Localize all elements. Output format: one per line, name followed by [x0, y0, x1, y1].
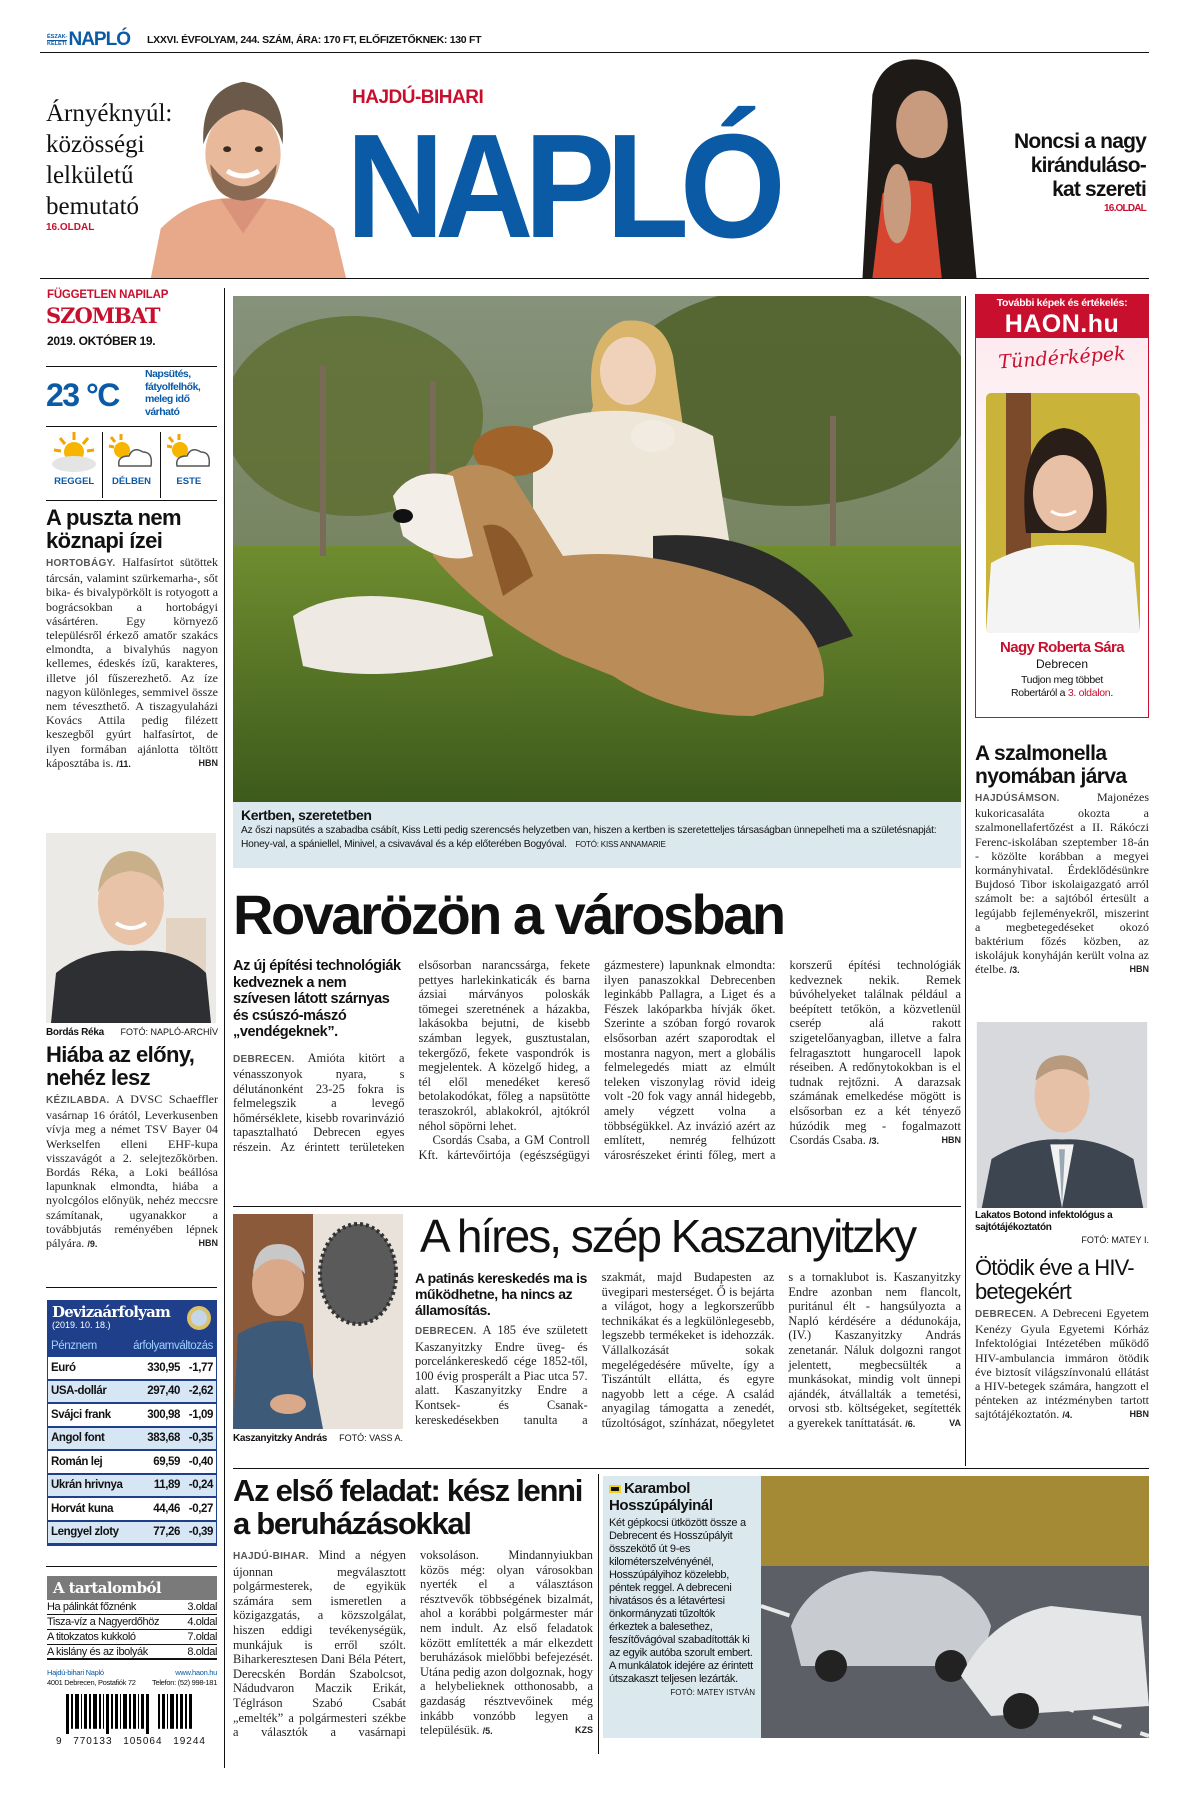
fx-row [48, 1428, 216, 1452]
fx-rate: 383,68 [147, 1432, 180, 1445]
rule [46, 500, 217, 501]
toc-item[interactable] [47, 1645, 217, 1660]
fx-change: -0,35 [188, 1432, 213, 1445]
fx-change: -0,40 [188, 1455, 213, 1468]
fx-change: -0,27 [188, 1502, 213, 1515]
weather-period-label: REGGEL [54, 476, 95, 487]
article-lead: A patinás kereskedés ma is működhetne, ha nincs az államosítás. [415, 1270, 587, 1318]
woman-with-dogs-image [233, 296, 961, 802]
article-body [975, 1306, 1149, 1423]
article-body [46, 555, 218, 771]
rule [233, 1206, 961, 1207]
article-kicker: HAJDÚ-BIHAR. [233, 1551, 309, 1562]
masthead-region: HAJDÚ-BIHARI [352, 87, 484, 108]
lead-photo-caption [233, 802, 961, 868]
fx-header [48, 1301, 216, 1337]
mini-logo[interactable] [47, 30, 130, 50]
article-body [233, 1548, 593, 1740]
article-text: A DVSC Schaeffler vasárnap 16 órától, Leverkusenben vívja meg a német TSV Bayer 04 Werkselfen elleni EHF-kupa visszavágót a 2. selejtezőkörben. Bordás Réka, a Loki beállósa lapunknak elmondta, hiába a nyolcgólos előnyük, nehéz meccsre számítanak, ugyanakkor a továbbjutás reményében lépnek pályára. [46, 1092, 218, 1251]
weather-period-evening [161, 432, 217, 498]
rule [233, 1468, 1149, 1469]
author-sign: HBN [198, 1238, 218, 1249]
toc-item-page: 8.oldal [187, 1646, 217, 1658]
article-kicker: HORTOBÁGY. [46, 558, 116, 569]
page-reference: /4. [1062, 1410, 1073, 1421]
caption-text [241, 824, 953, 852]
fx-table [47, 1300, 217, 1546]
barcode-digit-group: 9 [56, 1736, 63, 1747]
article-lead: Az új építési technológiák kedveznek a nem szívesen látott szárnyas és csúszó-mászó „vendégeknek”. [233, 958, 401, 1040]
page-reference: /6. [905, 1418, 916, 1429]
fx-col-rate: árfolyam [133, 1340, 174, 1352]
teaser-right[interactable] [1014, 130, 1146, 216]
table-of-contents [47, 1576, 217, 1660]
masthead-title[interactable]: NAPLÓ [346, 104, 777, 269]
website-link[interactable]: www.haon.hu [175, 1668, 217, 1677]
toc-item[interactable] [47, 1615, 217, 1630]
fx-rate: 297,40 [147, 1385, 180, 1398]
haon-portrait[interactable] [986, 393, 1140, 633]
person-name: Nagy Roberta Sára [999, 639, 1125, 656]
fx-rate: 44,46 [153, 1502, 180, 1515]
article-puszta[interactable] [46, 506, 218, 771]
page-reference: /9. [87, 1239, 98, 1250]
masthead-bottom-rule [40, 278, 1149, 279]
fx-currency: Euró [51, 1361, 76, 1374]
hiv-photo[interactable] [975, 1022, 1149, 1208]
karambol-headline [609, 1480, 755, 1514]
article-text: Halfasírtot sütöttek tárcsán, valamint szürkemarha-, sőt bika- és bivalypörkölt is rotyogott a bográcsokban a hortobágyi vásártéren. Egy környező településről érkező amatőr szakács elmondta, a bivalyhús nagyon kellemes, édeskés ízű, karakteres, illetve jól fűszerezhető. Az íze nagyon különleges, semmivel össze nem téveszthető. A tiszagyulaházi Kovács Attila pedig filézett keszegből gyúrt halfasírtot, de ilyen formában ajánlotta töltött káposztába is. [46, 555, 218, 770]
haon-top-text: További képek és értékelés: [996, 297, 1128, 309]
fx-col-change: változás [174, 1340, 213, 1352]
caption-credit: FOTÓ: MATEY I. [1081, 1235, 1149, 1245]
article-body [46, 1092, 218, 1251]
article-headline: A puszta nem köznapi ízei [46, 505, 182, 553]
sun-behind-cloud-icon [48, 432, 100, 472]
article-kicker: DEBRECEN. [975, 1309, 1037, 1320]
kaszanyitzky-caption [233, 1432, 403, 1445]
publisher-address: 4001 Debrecen, Postafiók 72 [47, 1678, 136, 1687]
haon-site: HAON.hu [1004, 310, 1120, 338]
karambol-title: Karambol Hosszúpályinál [609, 1480, 713, 1514]
rule [46, 426, 217, 427]
fx-row [48, 1498, 216, 1522]
haon-person [976, 639, 1148, 700]
teaser-left-page: 16.OLDAL [46, 222, 95, 233]
toc-item-page: 7.oldal [187, 1631, 217, 1643]
top-rule [40, 52, 1149, 53]
page-reference: /11. [116, 758, 131, 769]
article-text: A Debreceni Egyetem Kenézy Gyula Egyetemi Kórház Infektológiai Intézetében működő HIV-ambulancia immáron ötödik éve biztosít világszínvonalú ellátást a HIV-betegek számára, hangzott el pénteken az intézményben tartott sajtótájékoztatón. [975, 1306, 1149, 1422]
sun-with-cloud-icon [105, 432, 157, 472]
article-kicker: KÉZILABDA. [46, 1095, 110, 1106]
haon-script: Tündérképek [997, 342, 1127, 374]
sun-with-cloud-icon [163, 432, 215, 472]
fx-row [48, 1451, 216, 1475]
weather-line: Napsütés, [145, 368, 191, 380]
weather-description [145, 368, 200, 418]
rule [46, 366, 217, 367]
kaszanyitzky-photo[interactable] [233, 1214, 403, 1429]
karambol-box[interactable] [603, 1476, 761, 1738]
caption-body: Az őszi napsütés a szabadba csábít, Kiss Letti pedig szerencsés helyzetben van, hiszen a kertben is szeretetteljes társaságban ünnepelheti ma a születésnapját: Honey-val, a spániellel, Minivel, a csivavával és a kép előterében Bogyóval. [241, 825, 937, 850]
day: SZOMBAT [46, 303, 160, 328]
toc-item-title: A kislány és az ibolyák [47, 1646, 148, 1658]
weather-period-noon [103, 432, 160, 498]
lead-photo[interactable] [233, 296, 961, 802]
fx-row [48, 1357, 216, 1381]
column-rule [598, 1474, 599, 1754]
issue-line: LXXVI. ÉVFOLYAM, 244. SZÁM, ÁRA: 170 FT, ELŐFIZETŐKNEK: 130 FT [147, 34, 482, 46]
fx-currency: Román lej [51, 1455, 103, 1468]
weather-line: fátyolfelhők, [145, 380, 201, 393]
haon-promo[interactable] [975, 294, 1149, 718]
fx-currency: Ukrán hrivnya [51, 1479, 123, 1492]
caption-name: Kaszanyitzky András [233, 1433, 327, 1444]
teaser-right-line: kat szereti [1052, 178, 1146, 201]
fx-rate: 330,95 [147, 1361, 180, 1374]
man-with-portrait-image [233, 1214, 403, 1429]
page-reference: /3. [1009, 965, 1020, 976]
author-sign: HBN [198, 757, 218, 768]
fx-row [48, 1475, 216, 1499]
coin-icon [186, 1305, 212, 1331]
author-sign: KZS [575, 1725, 593, 1736]
barcode-digit-group: 105064 [123, 1736, 163, 1747]
page-reference: /3. [869, 1136, 880, 1147]
page-reference: /5. [482, 1726, 493, 1737]
author-sign: HBN [1129, 964, 1149, 975]
tagline: FÜGGETLEN NAPILAP [47, 289, 169, 301]
karambol-credit: FOTÓ: MATEY ISTVÁN [670, 1688, 755, 1697]
fx-currency: Angol font [51, 1432, 105, 1445]
article-headline: Ötödik éve a HIV-betegekért [975, 1255, 1134, 1304]
teaser-left-line: közösségi [46, 131, 145, 158]
article-text: Majonézes kukoricasaláta okozta a szalmonellafertőzést a II. Rákóczi Ferenc-iskolában szeptember 18-án - közölte korábban a megyei kormányhivatal. Érdeklődésünkre Bujdosó Tibor iskolaigazgató arról számolt be: a sajtóból értesült a legújabb fejleményekről, miszerint a megbetegedéseket okozó baktérium főzés közben, az iskolájuk konyháján került volna az ételbe. [975, 790, 1149, 977]
doctor-portrait-image [975, 1022, 1149, 1208]
more-info-line: Tudjon meg többet [1020, 674, 1104, 686]
temperature: 23 °C [46, 377, 119, 413]
car-crash-image [761, 1476, 1149, 1738]
fx-currency: USA-dollár [51, 1385, 107, 1398]
caption-credit: FOTÓ: VASS A. [339, 1433, 403, 1443]
weather-line: várható [145, 405, 180, 418]
person-city: Debrecen [1035, 657, 1089, 671]
teaser-left-line: bemutató [46, 193, 140, 220]
barcode-digits [56, 1736, 206, 1748]
fx-rate: 11,89 [153, 1479, 180, 1492]
article-rovar-headline[interactable]: Rovarözön a városban [233, 883, 784, 946]
column-rule [965, 296, 966, 1466]
fx-currency: Lengyel zloty [51, 1526, 119, 1539]
caption-name: Bordás Réka [46, 1027, 104, 1038]
mini-logo-top: ÉSZAK- [47, 33, 68, 40]
article-text: A 185 éve született Kaszanyitzky Endre üveg- és porcelánkereskedő cége 1852-től, 100 évig prosperált a Piac utca 57. alatt. Kaszanyitzky Endre a Kontsek- és Csanak-kereskedésekben tanulta a szakmát, majd Budapesten az üvegipari mesterséget. Ő is bejárta a világot, hogy a legkorszerűbb technikákat és a legkülönlegesebb, legszebb termékeket is idehozzák. Vállalkozását sokak megelégedésére művelte, így a Tiszántúlt ellátta, és egyre nagyobb lett a cége. A család anyagilag támogatta a zenedét, tűzoltóságot, színházat, nőegyletet s a tornaklubot is. Kaszanyitzky Endre azonban nem flancolt, puritánul élt - hangsúlyozta a Napló kérdésére a dédunokája, (IV.) Kaszanyitzky András zenetanár. Náluk dolgozni rangot jelentett, megbecsülték a munkásokat, mindig volt ünnepi ajándék, átvállalták a temetési, orvosi stb. költségeket, segítették a gyerekek taníttatását. [415, 1270, 961, 1430]
weather-period-label: DÉLBEN [111, 476, 152, 487]
article-kicker: DEBRECEN. [233, 1053, 295, 1065]
barcode-digit-group: 19244 [173, 1736, 206, 1747]
author-sign: HBN [941, 1135, 961, 1146]
mini-logo-word: NAPLÓ [68, 29, 130, 50]
toc-item-title: Ha pálinkát főznénk [47, 1601, 137, 1613]
bullet-icon [609, 1485, 621, 1493]
publisher-phone: Telefon: (52) 998-181 [152, 1678, 217, 1687]
more-info-line [976, 687, 1148, 700]
date: 2019. OKTÓBER 19. [47, 334, 156, 348]
fx-change: -0,24 [188, 1479, 213, 1492]
caption-title: Kertben, szeretetben [241, 807, 372, 823]
fx-currency: Svájci frank [51, 1408, 111, 1421]
article-kicker: DEBRECEN. [415, 1326, 477, 1337]
hiv-caption [975, 1210, 1149, 1246]
publisher-name: Hajdú-bihari Napló [47, 1668, 104, 1677]
toc-item-title: Tisza-víz a Nagyerdőhöz [47, 1616, 160, 1628]
crash-photo[interactable] [761, 1476, 1149, 1738]
rule [46, 1566, 217, 1567]
teaser-right-line: Noncsi a nagy [1014, 130, 1146, 153]
girl-portrait-image [986, 393, 1140, 633]
article-szalmonella[interactable] [975, 742, 1149, 978]
weather-forecast [46, 432, 217, 498]
article-kicker: HAJDÚSÁMSON. [975, 793, 1060, 804]
rule [46, 1287, 217, 1288]
haon-banner [976, 295, 1148, 338]
karambol-body: Két gépkocsi ütközött össze a Debrecent és Hosszúpályit összekötő út 9-es kilométerszelvényénél, Hosszúpályihoz közelebb, péntek reggel. A debreceni hivatásos és a létavértesi önkormányzati tűzoltók érkeztek a balesethez, feszítővágóval szabadították ki az egyik autóba szorult embert. A munkálatok idejére az érintett útszakaszt teljesen lezárták. [609, 1517, 753, 1685]
author-sign: HBN [1129, 1409, 1149, 1420]
fx-column-headers [48, 1337, 216, 1357]
weather-period-label: ESTE [176, 476, 202, 487]
woman-athlete-image [46, 833, 216, 1023]
article-hiv[interactable] [975, 1256, 1149, 1423]
more-info-end: . [1110, 687, 1113, 699]
fx-change: -1,77 [188, 1361, 213, 1374]
article-elso-headline[interactable]: Az első feladat: kész lenni a beruházásokkal [233, 1473, 583, 1541]
article-elso[interactable] [233, 1548, 593, 1740]
barcode-image [56, 1694, 206, 1734]
toc-item-title: A titokzatos kukkoló [47, 1631, 136, 1643]
teaser-right-page: 16.OLDAL [1104, 203, 1146, 214]
fx-title: Devizaárfolyam [52, 1303, 171, 1321]
caption-name: Lakatos Botond infektológus a sajtótájékoztatón [975, 1210, 1113, 1233]
page-link[interactable]: 3. oldalon [1067, 687, 1111, 699]
fx-change: -0,39 [188, 1526, 213, 1539]
article-body [975, 790, 1149, 978]
reka-photo[interactable] [46, 833, 216, 1023]
fx-rate: 77,26 [153, 1526, 180, 1539]
mini-logo-bottom: KELETI [47, 40, 67, 47]
toc-item-page: 3.oldal [187, 1601, 217, 1613]
woman-portrait-image [842, 55, 992, 278]
man-portrait-image [135, 60, 350, 278]
fx-change: -1,09 [188, 1408, 213, 1421]
article-headline: Hiába az előny, nehéz lesz [46, 1042, 195, 1090]
author-sign: VA [949, 1417, 961, 1428]
left-column-rule [224, 288, 225, 1768]
toc-item[interactable] [47, 1600, 217, 1615]
publisher-info [47, 1668, 217, 1688]
teaser-right-line: kiránduláso- [1030, 154, 1146, 177]
weather-line: meleg idő [145, 393, 190, 405]
article-handball[interactable] [46, 1043, 218, 1251]
fx-rate: 300,98 [147, 1408, 180, 1421]
fx-date: (2019. 10. 18.) [52, 1320, 111, 1330]
teaser-left-line: lelkületű [46, 162, 134, 189]
fx-row [48, 1381, 216, 1405]
fx-row [48, 1522, 216, 1546]
fx-row [48, 1404, 216, 1428]
reka-caption [46, 1026, 218, 1039]
toc-item[interactable] [47, 1630, 217, 1645]
article-kaszanyitzky[interactable] [415, 1270, 961, 1432]
article-text: Amióta kitört a vénasszonyok nyara, s délutánonként 23-25 fokra is felmelegszik a levegő hőmérséklete, kisebb rovarinvázió tapasztalható Debrecen egyes részein. Az érintett területeken elsősorban narancssárga, fekete pettyes harlekinkaticák és barna ázsiai márványos poloskák tömegei szeretnének a házakba, lakásokba bejutni, de kisebb számban legyek, gusztustalan, tekergőző, fekete vaspondrók is megjelentek. A közelgő hideg, a tél elől menedéket kereső betolakodókat, főleg a napsütötte teraszokról, ablakokról, ajtókról néhol söpörni lehet. [233, 958, 590, 1155]
caption-credit: FOTÓ: NAPLÓ-ARCHÍV [120, 1027, 218, 1037]
more-info-text: Robertáról a [1011, 687, 1068, 699]
article-rovar[interactable] [233, 958, 961, 1162]
article-headline: A szalmonella nyomában járva [975, 742, 1127, 788]
toc-item-page: 4.oldal [187, 1616, 217, 1628]
fx-change: -2,62 [188, 1385, 213, 1398]
caption-credit: FOTÓ: KISS ANNAMARIE [575, 840, 666, 849]
article-text: Mind a négyen újonnan megválasztott polgármesterek, de egyikük számára sem ismeretlen a közigazgatás, a közszolgálat, hiszen eddigi tevékenységük, munkájuk is erről szólt. Biharkeresztesen Dani Béla Pétert, Derecskén Bordán Szabolcsot, Nádudvaron Maczik Erikát, Téglráson Szabó Csabát „emelték” a polgármesteri székbe a választók a vasárnapi voksoláson. Mindannyiukban közös még: olyan városokban nyerték el a választáson résztvevők többségének bizalmát, ahol a korábbi polgármester már nem indult. Az első feladatok között említették a már elkezdett beruházások mielőbbi befejezését. Utána pedig azon dolgoznak, hogy a helybelieknek otthonosabb, a gazdaság résztvevőinek még inkább vonzóbb legyen a településük. [233, 1548, 593, 1740]
barcode [56, 1694, 206, 1748]
teaser-left-photo[interactable] [135, 60, 350, 278]
teaser-right-photo[interactable] [842, 55, 992, 278]
fx-rate: 69,59 [153, 1455, 180, 1468]
article-text: Csordás Csaba, a GM Controll Kft. kártevőirtója (egészségügyi gázmestere) lapunknak elmondta: ilyen panaszokkal Debrecenben leginkább Pallagra, a Liget és a Fészek lakóparkba hívják őket. Szerinte a szóban forgó rovarok elsősorban azért szaporodtak el mostanra nagyon, mert a globális felmelegedés miatt az elmúlt teleken viszonylag rövid ideig volt -20 fok vagy annál hidegebb, amely végzett volna a többségükkel. Az invázió azért az említett, nemrég felhúzott városrészeket érinti főleg, mert a korszerű építési technológiák kedveznek nekik. Remek búvóhelyeket találnak például a beépített tetőkön, a közvetlenül cserép alá rakott szigetelőanyagban, illetve a falra felragasztott hungarocell lapok réseiben. A redőnytokokban is el tudnak rejtőzni. A darazsak számának emelkedése mögött is elsősorban ez a két tényező húzódik meg - fogalmazott Csordás Csaba. [418, 958, 961, 1162]
fx-currency: Horvát kuna [51, 1502, 114, 1515]
toc-title: A tartalomból [47, 1576, 217, 1600]
fx-col-currency: Pénznem [51, 1340, 97, 1352]
barcode-digit-group: 770133 [73, 1736, 113, 1747]
article-kaszanyitzky-headline[interactable]: A híres, szép Kaszanyitzky [420, 1210, 916, 1262]
weather-period-morning [46, 432, 103, 498]
teaser-left-line: Árnyéknyúl: [46, 100, 173, 127]
